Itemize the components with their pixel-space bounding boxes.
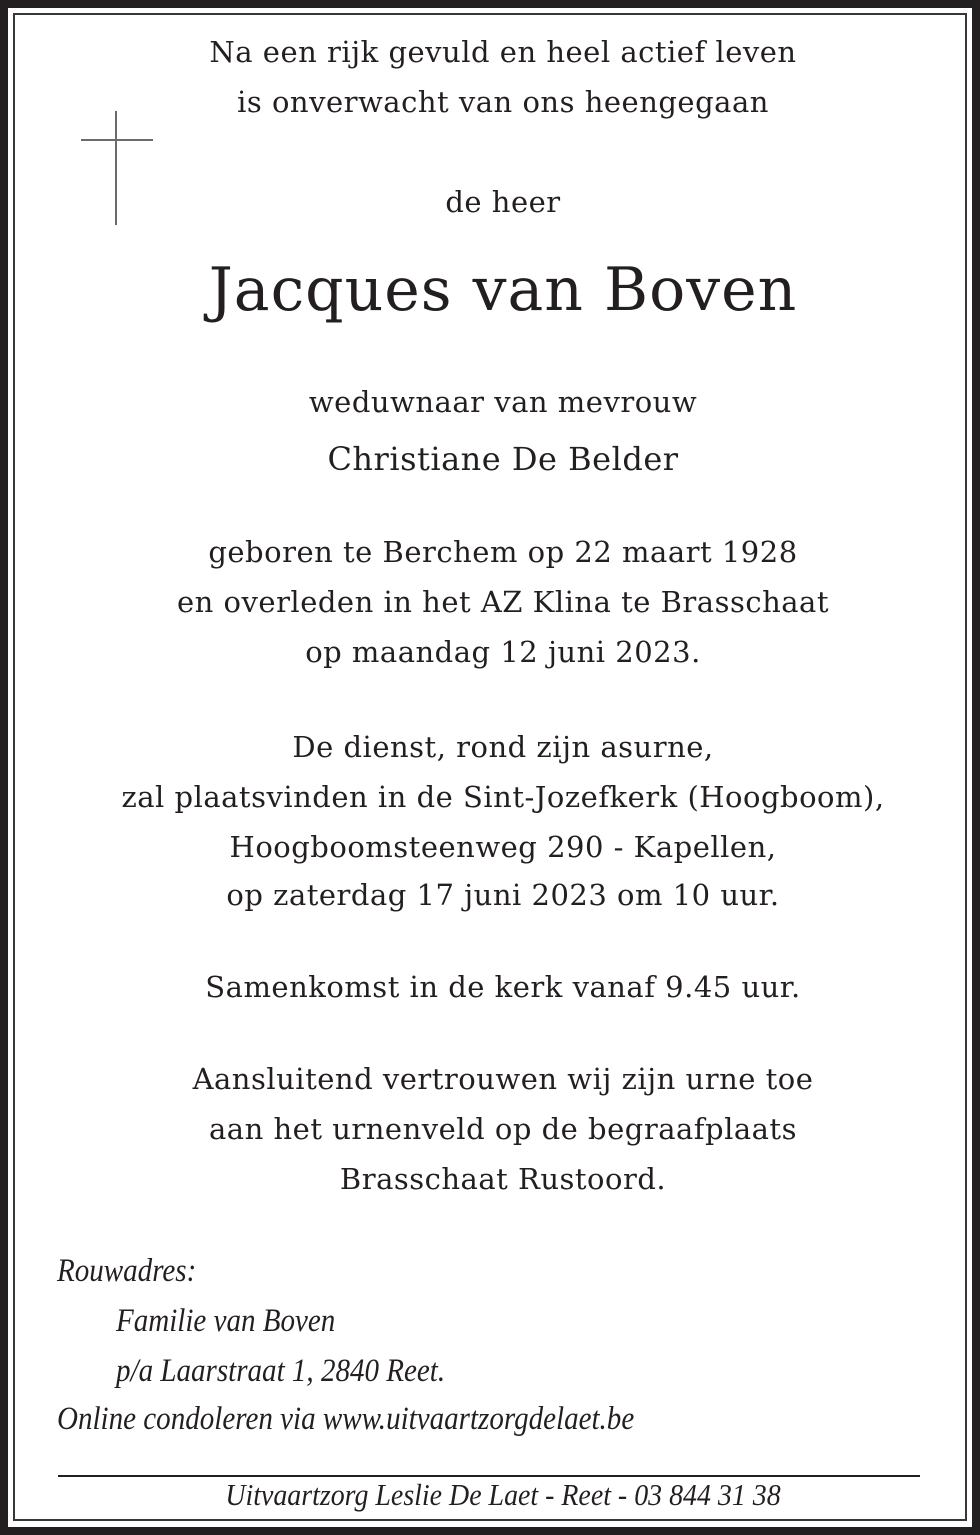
deceased-name: Jacques van Boven — [208, 255, 798, 325]
cross-icon-bar — [81, 139, 153, 141]
burial-line-3: Brasschaat Rustoord. — [339, 1162, 667, 1196]
intro-line-1: Na een rijk gevuld en heel actief leven — [209, 35, 797, 69]
death-line: en overleden in het AZ Klina te Brasschaat — [177, 585, 829, 619]
obituary-frame — [13, 13, 967, 1521]
funeral-home-footer: Uitvaartzorg Leslie De Laet - Reet - 03 844 31 38 — [225, 1477, 781, 1512]
birth-line: geboren te Berchem op 22 maart 1928 — [208, 535, 798, 569]
address-street: p/a Laarstraat 1, 2840 Reet. — [116, 1353, 446, 1389]
service-line-3: Hoogboomsteenweg 290 - Kapellen, — [229, 830, 777, 864]
death-date-line: op maandag 12 juni 2023. — [305, 635, 701, 669]
intro-line-2: is onverwacht van ons heengegaan — [237, 85, 769, 119]
service-line-2: zal plaatsvinden in de Sint-Jozefkerk (Hoogboom), — [121, 780, 885, 814]
title-prefix: de heer — [445, 185, 561, 219]
spouse-name: Christiane De Belder — [327, 440, 679, 478]
spouse-label: weduwnaar van mevrouw — [308, 385, 698, 419]
address-label: Rouwadres: — [57, 1253, 197, 1289]
burial-line-2: aan het urnenveld op de begraafplaats — [209, 1112, 797, 1146]
online-condolence-link[interactable]: Online condoleren via www.uitvaartzorgdelaet.be — [57, 1401, 635, 1437]
service-line-1: De dienst, rond zijn asurne, — [292, 730, 714, 764]
burial-line-1: Aansluitend vertrouwen wij zijn urne toe — [192, 1062, 814, 1096]
gathering-line: Samenkomst in de kerk vanaf 9.45 uur. — [205, 970, 801, 1004]
service-line-4: op zaterdag 17 juni 2023 om 10 uur. — [226, 878, 780, 912]
address-family: Familie van Boven — [116, 1303, 336, 1339]
